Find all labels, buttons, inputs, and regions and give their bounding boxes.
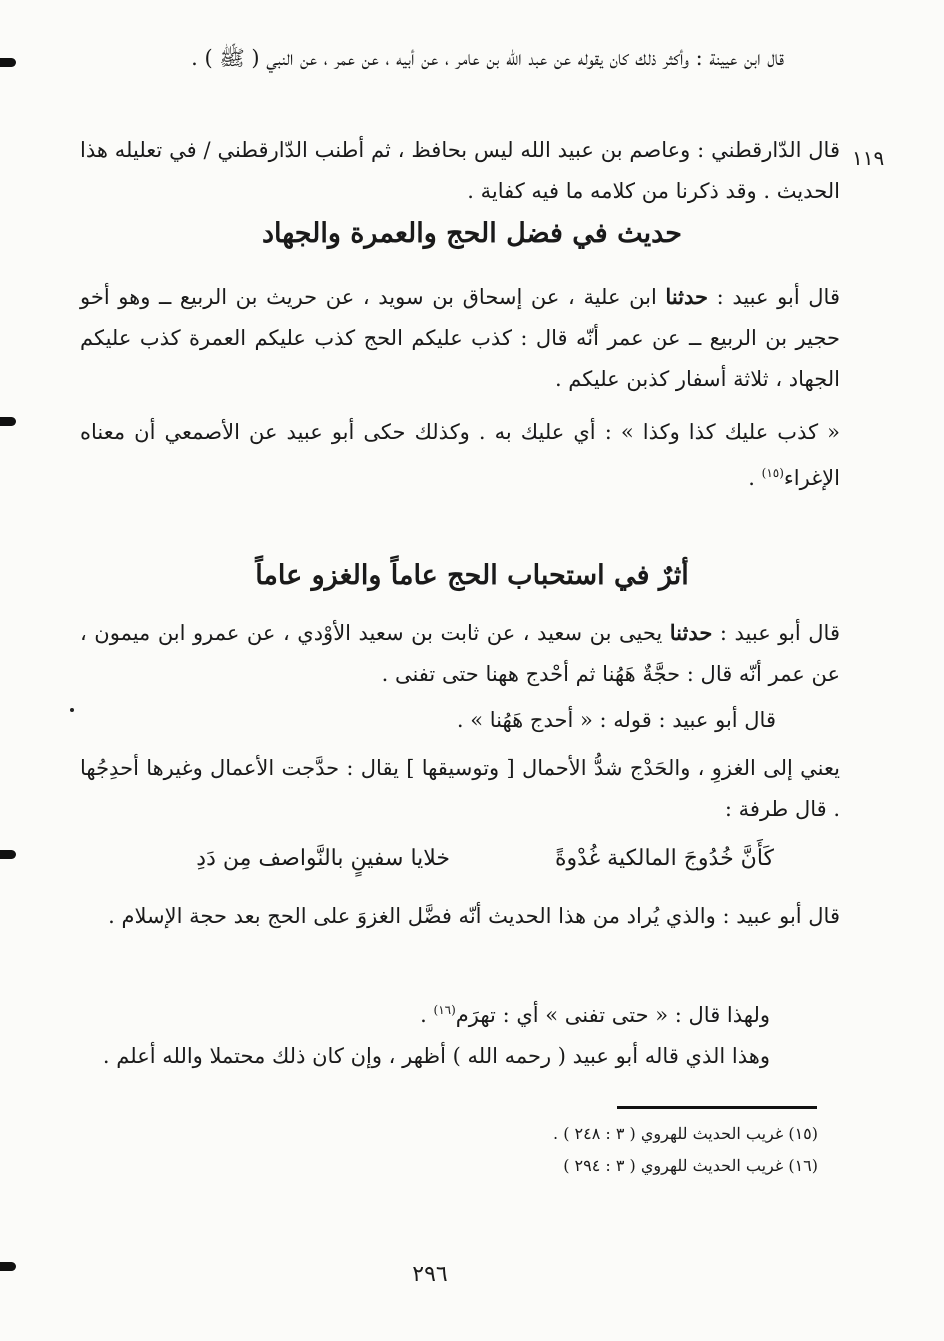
paragraph (80, 276, 840, 400)
page-number: ٢٩٦ (412, 1262, 448, 1287)
text: قال أبو عبيد : (712, 621, 840, 645)
paragraph: قال أبو عبيد : قوله : « أحدج هَهُنا » . (456, 708, 776, 732)
section-heading: أثرٌ في استحباب الحج عاماً والغزو عاماً (255, 560, 689, 591)
footnote-ref: (١٦) (433, 1003, 456, 1017)
paragraph (80, 612, 840, 695)
paragraph: وهذا الذي قاله أبو عبيد ( رحمه الله ) أظهر ، وإن كان ذلك محتملا والله أعلم . (102, 1044, 770, 1068)
text: « كذب عليك كذا وكذا » : أي عليك به . وكذلك حكى أبو عبيد عن الأصمعي أن معناه الإغراء (80, 420, 840, 490)
text: قال أبو عبيد : (708, 285, 840, 309)
text: . (748, 466, 762, 490)
verse-second-hemistich: خلايا سفينٍ بالنَّواصف مِن دَدِ (196, 846, 450, 871)
paragraph (80, 990, 770, 1036)
footnote: (١٥) غريب الحديث للهروي ( ٣ : ٢٤٨ ) . (553, 1124, 818, 1143)
paragraph: قال الدّارقطني : وعاصم بن عبيد الله ليس بحافظ ، ثم أطنب الدّارقطني / في تعليله هذا الحديث . وقد ذكرنا من كلامه ما فيه كفاية . (80, 138, 840, 203)
binding-mark (0, 850, 16, 859)
footnote-separator (617, 1106, 817, 1109)
text: ابن علية ، عن إسحاق بن سويد ، عن حريث بن الربيع ــ وهو أخو حجير بن الربيع ــ عن عمر أنّه قال : كذب عليكم الحج كذب عليكم العمرة كذب عليكم الجهاد ، ثلاثة أسفار كذبن عليكم . (80, 285, 840, 391)
paragraph: قال أبو عبيد : والذي يُراد من هذا الحديث أنّه فضَّل الغزوَ على الحج بعد حجة الإسلام . (108, 904, 840, 928)
section-heading: حديث في فضل الحج والعمرة والجهاد (262, 218, 682, 249)
margin-number: ١١٩ (852, 146, 885, 170)
keyword: حدثنا (669, 620, 713, 645)
text: . (420, 1003, 434, 1027)
footnote-ref: (١٥) (761, 466, 784, 480)
keyword: حدثنا (665, 284, 709, 309)
text: ولهذا قال : « حتى تفنى » أي : تهرَم (455, 1003, 770, 1027)
binding-mark (0, 417, 16, 426)
paragraph (80, 412, 840, 499)
paragraph: قال ابن عيينة : وأكثر ذلك كان يقوله عن عبد الله بن عامر ، عن أبيه ، عن عمر ، عن النبي ( ﷺ ) . (191, 46, 784, 70)
footnote: (١٦) غريب الحديث للهروي ( ٣ : ٢٩٤ ) (563, 1156, 818, 1175)
binding-mark (0, 58, 16, 67)
text: يحيى بن سعيد ، عن ثابت بن سعيد الأوْدي ، عن عمرو ابن ميمون ، عن عمر أنّه قال : حجَّةٌ هَهُنا ثم أحْدج ههنا حتى تفنى . (80, 621, 840, 686)
speck (70, 708, 74, 712)
verse-first-hemistich: كَأَنَّ خُدُوجَ المالكية غُدْوةً (554, 846, 774, 871)
paragraph: يعني إلى الغزوِ ، والحَدْج شدُّ الأحمال [ وتوسيقها ] يقال : حدَّجت الأعمال وغيرها أحدِجُها . قال طرفة : (80, 756, 840, 821)
